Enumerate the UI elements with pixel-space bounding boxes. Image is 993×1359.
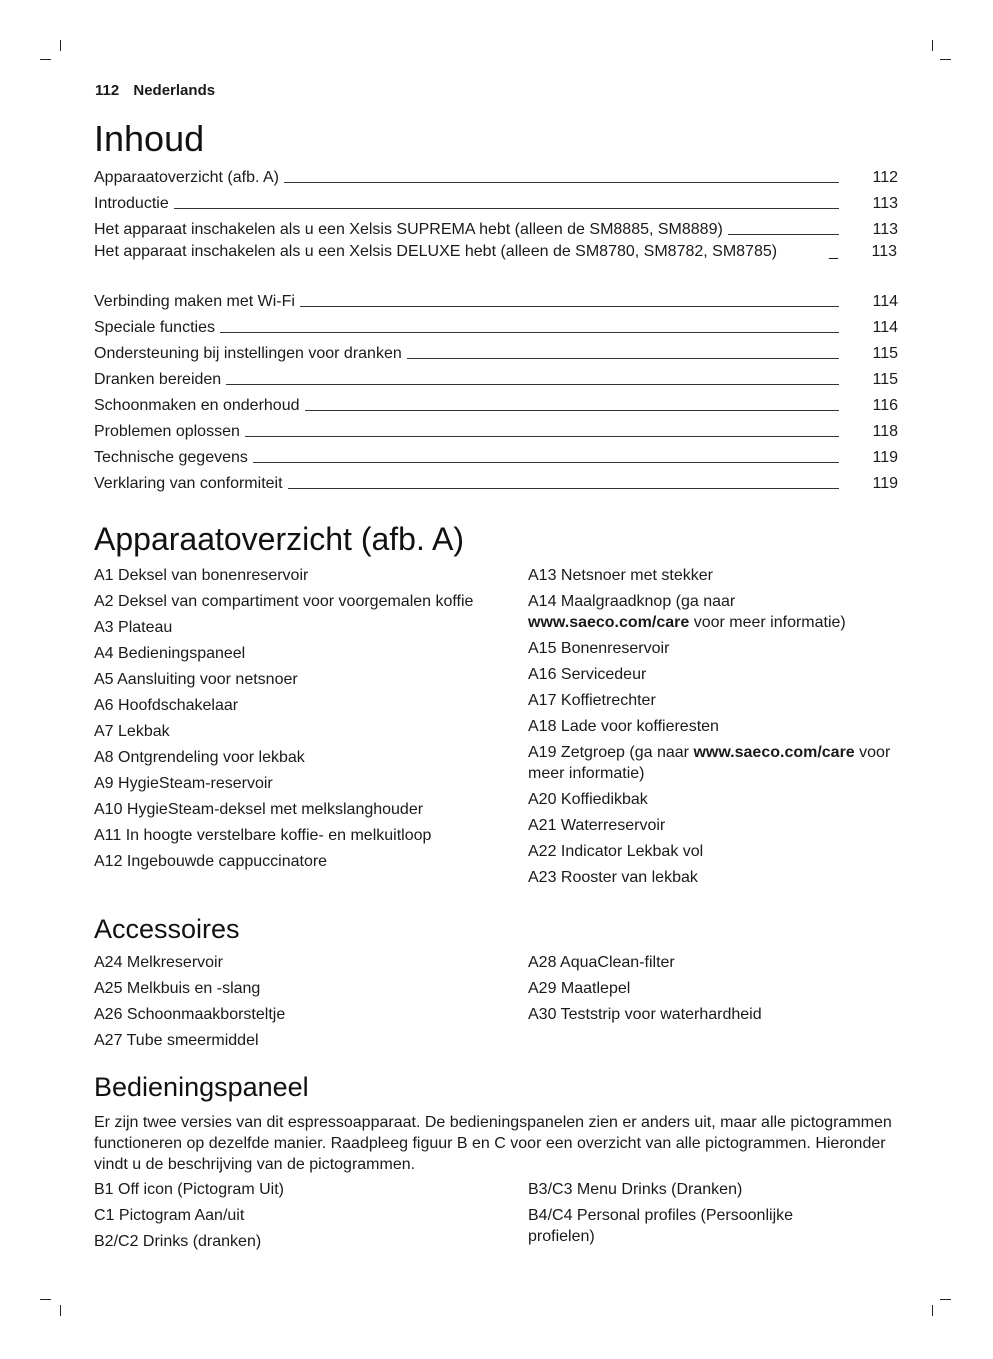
toc-entry[interactable]: Het apparaat inschakelen als u een Xelsis SUPREMA hebt (alleen de SM8885, SM8889) 113	[94, 221, 898, 238]
toc-leader	[284, 182, 839, 183]
list-item: A8 Ontgrendeling voor lekbak	[94, 749, 305, 766]
list-item: A25 Melkbuis en -slang	[94, 980, 261, 997]
list-item: A23 Rooster van lekbak	[528, 869, 698, 886]
list-item: A14 Maalgraadknop (ga naar www.saeco.com/care voor meer informatie)	[528, 593, 846, 631]
list-item: C1 Pictogram Aan/uit	[94, 1207, 245, 1224]
list-item: A22 Indicator Lekbak vol	[528, 843, 704, 860]
list-item: A21 Waterreservoir	[528, 817, 666, 834]
toc-leader	[253, 462, 839, 463]
toc-leader	[288, 488, 839, 489]
toc-leader	[305, 410, 840, 411]
crop-mark	[940, 1299, 951, 1300]
toc-entry[interactable]: Ondersteuning bij instellingen voor dranken 115	[94, 345, 898, 362]
control-panel-left-column	[94, 1179, 489, 1257]
list-item: A5 Aansluiting voor netsnoer	[94, 671, 298, 688]
list-item: A12 Ingebouwde cappuccinatore	[94, 853, 328, 870]
crop-mark	[940, 59, 951, 60]
toc-leader	[728, 234, 839, 235]
table-of-contents	[94, 163, 898, 495]
control-panel-intro: Er zijn twee versies van dit espressoapparaat. De bedieningspanelen zien er anders uit, maar alle pictogrammen functioneren op dezelfde manier. Raadpleeg figuur B en C voor een overzicht van alle pictogrammen. Hieronder vindt u de beschrijving van de pictogrammen.	[94, 1114, 892, 1173]
accessories-right-column	[528, 952, 898, 1030]
overview-title: Apparaatoverzicht (afb. A)	[94, 521, 464, 557]
list-item: A6 Hoofdschakelaar	[94, 697, 239, 714]
page-header	[95, 82, 215, 99]
crop-mark	[932, 1305, 933, 1316]
toc-entry[interactable]: Verklaring van conformiteit 119	[94, 475, 898, 492]
toc-entry[interactable]: Introductie 113	[94, 195, 898, 212]
toc-entry[interactable]: Problemen oplossen 118	[94, 423, 898, 440]
toc-entry[interactable]: Het apparaat inschakelen als u een Xelsis DELUXE hebt (alleen de SM8780, SM8782, SM8785) _ 113	[94, 243, 897, 260]
list-item: A2 Deksel van compartiment voor voorgemalen koffie	[94, 593, 474, 610]
toc-leader	[174, 208, 839, 209]
toc-leader	[245, 436, 839, 437]
list-item: A17 Koffietrechter	[528, 692, 656, 709]
accessories-title: Accessoires	[94, 914, 240, 944]
toc-entry[interactable]: Apparaatoverzicht (afb. A) 112	[94, 169, 898, 186]
crop-mark	[60, 1305, 61, 1316]
control-panel-right-column	[528, 1179, 848, 1252]
accessories-left-column	[94, 952, 489, 1056]
list-item: A15 Bonenreservoir	[528, 640, 670, 657]
list-item: A11 In hoogte verstelbare koffie- en melkuitloop	[94, 827, 432, 844]
list-item: B1 Off icon (Pictogram Uit)	[94, 1181, 284, 1198]
control-panel-title: Bedieningspaneel	[94, 1072, 309, 1102]
list-item: A9 HygieSteam-reservoir	[94, 775, 273, 792]
list-item: A7 Lekbak	[94, 723, 170, 740]
list-item: A3 Plateau	[94, 619, 173, 636]
toc-entry[interactable]: Speciale functies 114	[94, 319, 898, 336]
list-item: A20 Koffiedikbak	[528, 791, 648, 808]
list-item: A18 Lade voor koffieresten	[528, 718, 719, 735]
toc-entry[interactable]: Technische gegevens 119	[94, 449, 898, 466]
overview-right-column	[528, 565, 898, 893]
list-item: A29 Maatlepel	[528, 980, 631, 997]
crop-mark	[40, 1299, 51, 1300]
crop-mark	[60, 40, 61, 51]
list-item: A30 Teststrip voor waterhardheid	[528, 1006, 762, 1023]
toc-entry[interactable]: Verbinding maken met Wi-Fi 114	[94, 293, 898, 310]
crop-mark	[932, 40, 933, 51]
list-item: A28 AquaClean-filter	[528, 954, 675, 971]
list-item: A1 Deksel van bonenreservoir	[94, 567, 309, 584]
overview-left-column	[94, 565, 489, 877]
list-item: A26 Schoonmaakborsteltje	[94, 1006, 286, 1023]
toc-leader	[220, 332, 839, 333]
toc-leader	[300, 306, 839, 307]
list-item: A16 Servicedeur	[528, 666, 647, 683]
care-link[interactable]: www.saeco.com/care	[528, 614, 690, 631]
care-link[interactable]: www.saeco.com/care	[693, 744, 855, 761]
toc-title: Inhoud	[94, 118, 205, 159]
toc-leader	[226, 384, 839, 385]
list-item: A24 Melkreservoir	[94, 954, 223, 971]
page-number: 112	[95, 82, 120, 99]
list-item: B4/C4 Personal profiles (Persoonlijke profielen)	[528, 1207, 794, 1245]
list-item: A4 Bedieningspaneel	[94, 645, 246, 662]
list-item: B2/C2 Drinks (dranken)	[94, 1233, 262, 1250]
crop-mark	[40, 59, 51, 60]
list-item: B3/C3 Menu Drinks (Dranken)	[528, 1181, 743, 1198]
list-item: A13 Netsnoer met stekker	[528, 567, 713, 584]
list-item: A10 HygieSteam-deksel met melkslanghouder	[94, 801, 424, 818]
toc-entry[interactable]: Schoonmaken en onderhoud 116	[94, 397, 898, 414]
list-item: A27 Tube smeermiddel	[94, 1032, 259, 1049]
toc-entry[interactable]: Dranken bereiden 115	[94, 371, 898, 388]
list-item: A19 Zetgroep (ga naar www.saeco.com/care voor meer informatie)	[528, 744, 891, 782]
toc-leader	[407, 358, 839, 359]
language-label: Nederlands	[133, 82, 216, 99]
